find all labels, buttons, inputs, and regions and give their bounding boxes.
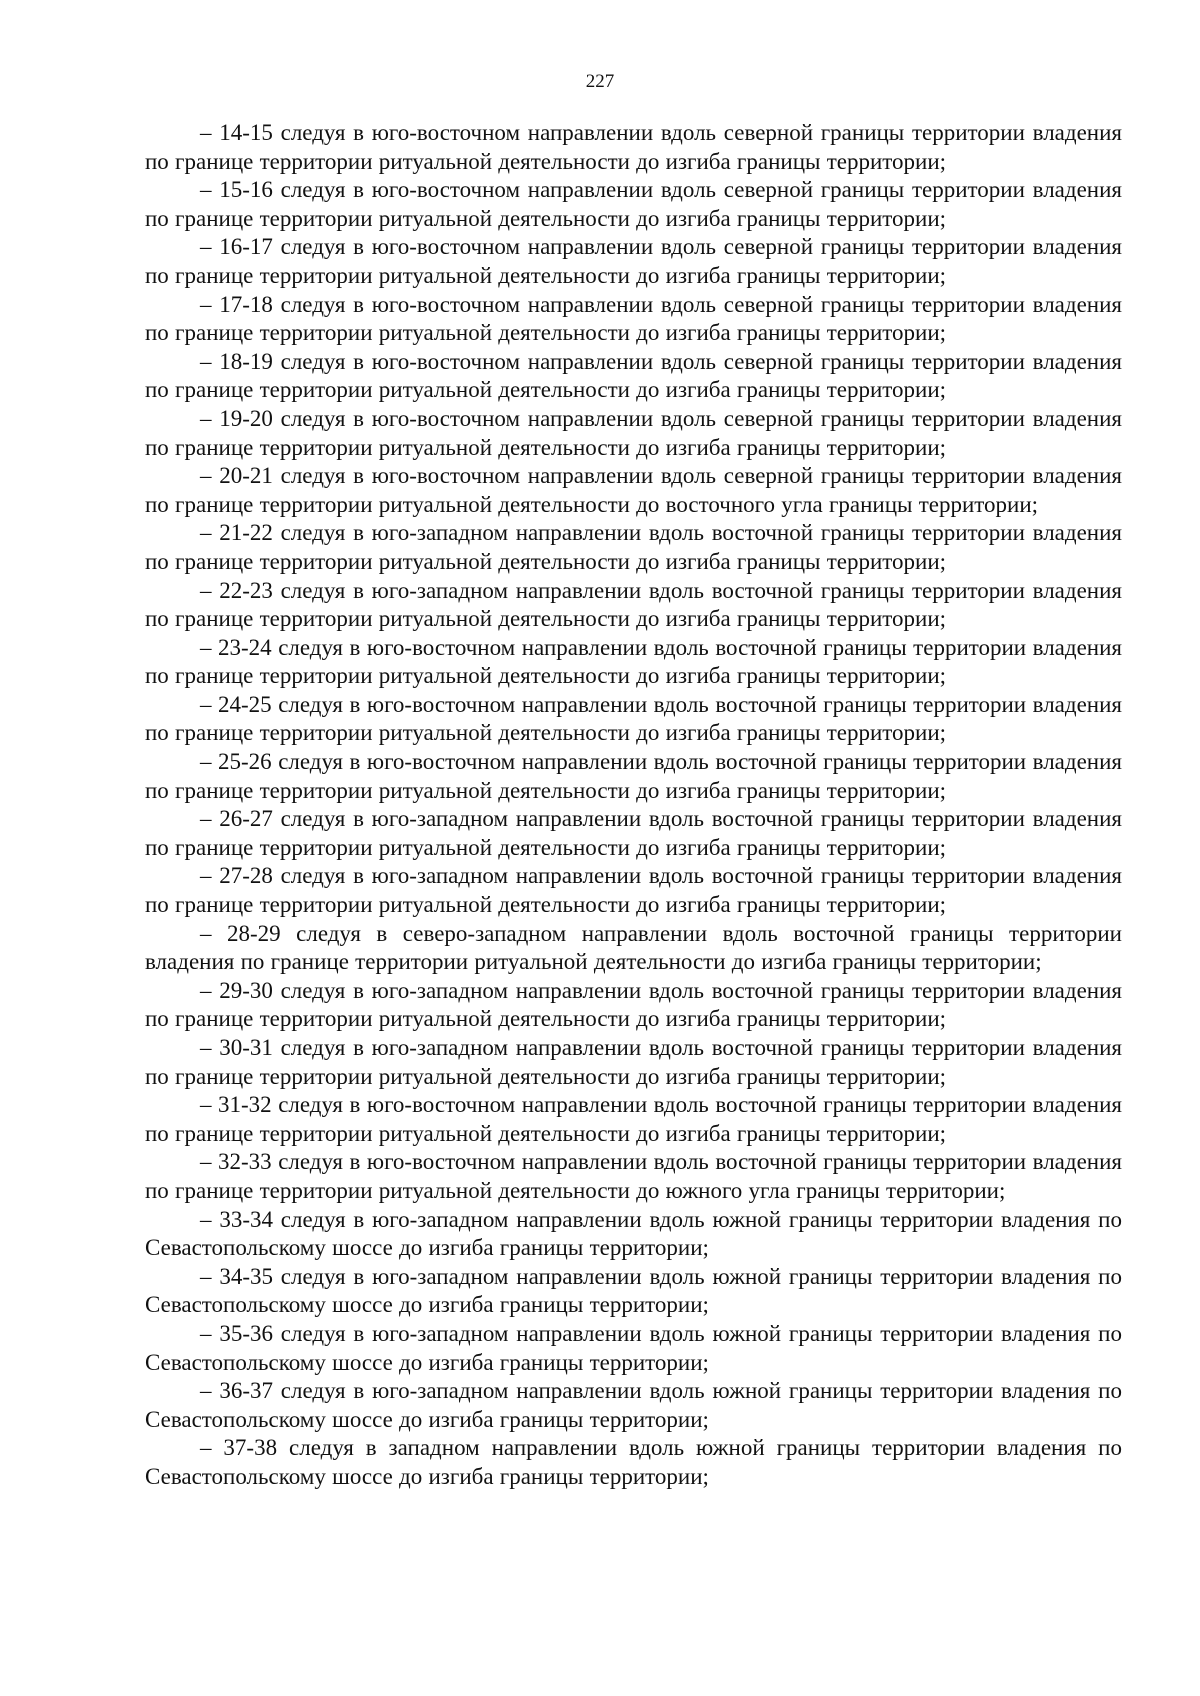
list-item: – 16-17 следуя в юго-восточном направлении вдоль северной границы территории владения по границе территории ритуальной деятельности до изгиба границы территории;	[145, 234, 1122, 288]
list-item: – 21-22 следуя в юго-западном направлении вдоль восточной границы территории владения по границе территории ритуальной деятельности до изгиба границы территории;	[145, 520, 1122, 574]
boundary-description-list	[145, 119, 1122, 1492]
list-item: – 18-19 следуя в юго-восточном направлении вдоль северной границы территории владения по границе территории ритуальной деятельности до изгиба границы территории;	[145, 348, 1122, 403]
list-item: – 32-33 следуя в юго-восточном направлении вдоль восточной границы территории владения по границе территории ритуальной деятельности до южного угла границы территории;	[145, 1149, 1122, 1203]
list-item: – 26-27 следуя в юго-западном направлении вдоль восточной границы территории владения по границе территории ритуальной деятельности до изгиба границы территории;	[145, 806, 1122, 860]
list-item: – 14-15 следуя в юго-восточном направлении вдоль северной границы территории владения по границе территории ритуальной деятельности до изгиба границы территории;	[145, 120, 1122, 174]
list-item: – 31-32 следуя в юго-восточном направлении вдоль восточной границы территории владения по границе территории ритуальной деятельности до изгиба границы территории;	[145, 1092, 1122, 1146]
list-item: – 25-26 следуя в юго-восточном направлении вдоль восточной границы территории владения по границе территории ритуальной деятельности до изгиба границы территории;	[145, 749, 1122, 803]
list-item: – 30-31 следуя в юго-западном направлении вдоль восточной границы территории владения по границе территории ритуальной деятельности до изгиба границы территории;	[145, 1035, 1122, 1089]
list-item: – 22-23 следуя в юго-западном направлении вдоль восточной границы территории владения по границе территории ритуальной деятельности до изгиба границы территории;	[145, 577, 1122, 632]
list-item: – 20-21 следуя в юго-восточном направлении вдоль северной границы территории владения по границе территории ритуальной деятельности до восточного угла границы территории;	[145, 463, 1122, 517]
list-item: – 37-38 следуя в западном направлении вдоль южной границы территории владения по Севастопольскому шоссе до изгиба границы территории;	[145, 1435, 1122, 1489]
list-item: – 17-18 следуя в юго-восточном направлении вдоль северной границы территории владения по границе территории ритуальной деятельности до изгиба границы территории;	[145, 291, 1122, 346]
list-item: – 27-28 следуя в юго-западном направлении вдоль восточной границы территории владения по границе территории ритуальной деятельности до изгиба границы территории;	[145, 863, 1122, 918]
list-item: – 19-20 следуя в юго-восточном направлении вдоль северной границы территории владения по границе территории ритуальной деятельности до изгиба границы территории;	[145, 405, 1122, 460]
list-item: – 35-36 следуя в юго-западном направлении вдоль южной границы территории владения по Севастопольскому шоссе до изгиба границы территории;	[145, 1320, 1122, 1375]
page-number: 227	[585, 71, 615, 92]
list-item: – 33-34 следуя в юго-западном направлении вдоль южной границы территории владения по Севастопольскому шоссе до изгиба границы территории;	[145, 1206, 1122, 1261]
list-item: – 24-25 следуя в юго-восточном направлении вдоль восточной границы территории владения по границе территории ритуальной деятельности до изгиба границы территории;	[145, 691, 1122, 746]
list-item: – 34-35 следуя в юго-западном направлении вдоль южной границы территории владения по Севастопольскому шоссе до изгиба границы территории;	[145, 1263, 1122, 1318]
list-item: – 36-37 следуя в юго-западном направлении вдоль южной границы территории владения по Севастопольскому шоссе до изгиба границы территории;	[145, 1378, 1122, 1432]
list-item: – 23-24 следуя в юго-восточном направлении вдоль восточной границы территории владения по границе территории ритуальной деятельности до изгиба границы территории;	[145, 634, 1122, 689]
list-item: – 28-29 следуя в северо-западном направлении вдоль восточной границы территории владения по границе территории ритуальной деятельности до изгиба границы территории;	[145, 920, 1122, 975]
list-item: – 29-30 следуя в юго-западном направлении вдоль восточной границы территории владения по границе территории ритуальной деятельности до изгиба границы территории;	[145, 977, 1122, 1032]
list-item: – 15-16 следуя в юго-восточном направлении вдоль северной границы территории владения по границе территории ритуальной деятельности до изгиба границы территории;	[145, 177, 1122, 231]
